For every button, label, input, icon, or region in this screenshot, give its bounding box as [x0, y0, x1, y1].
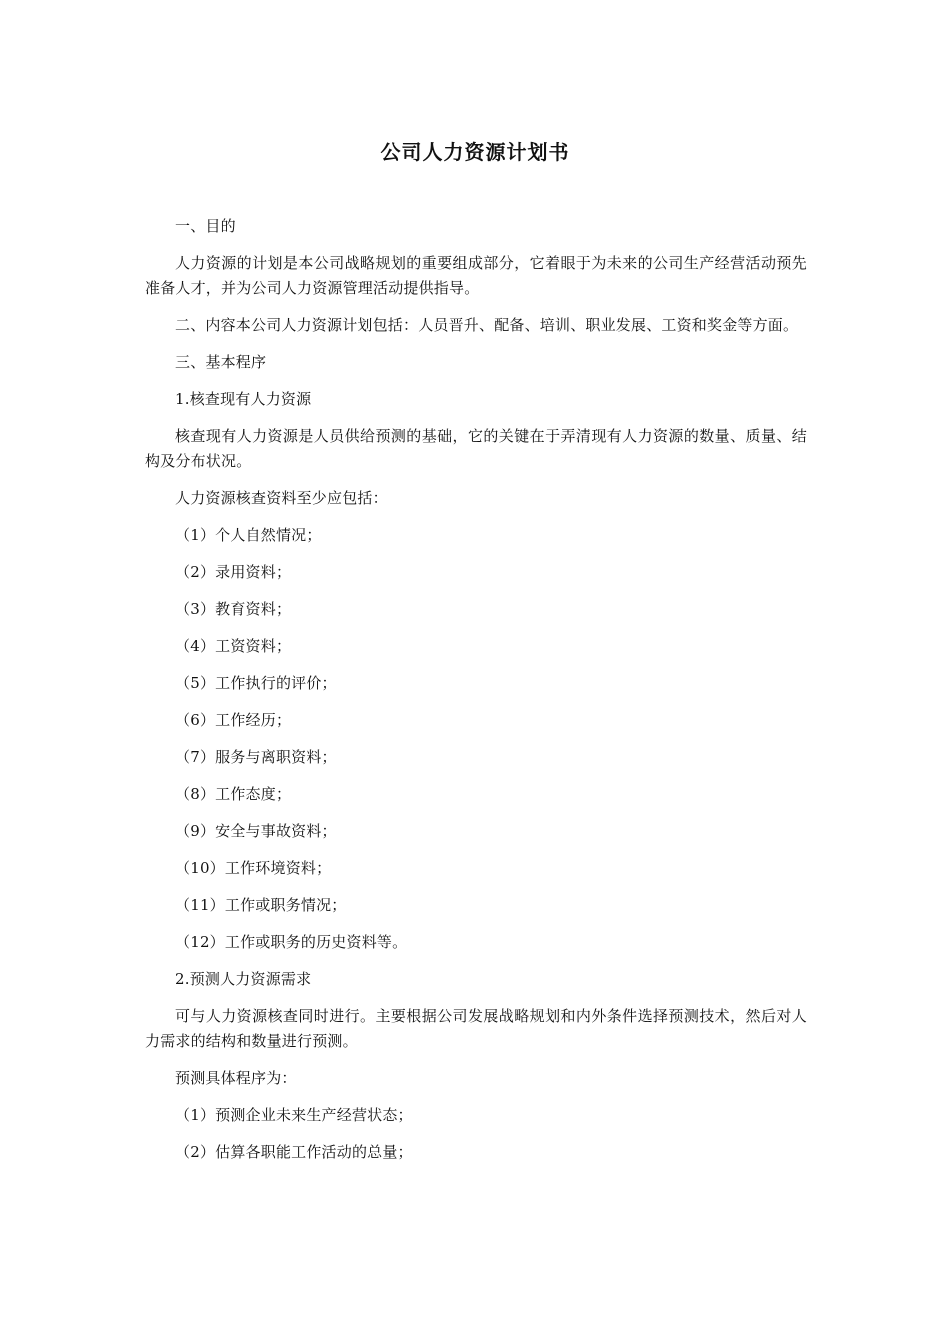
- paragraph-check-resources: 核查现有人力资源是人员供给预测的基础，它的关键在于弄清现有人力资源的数量、质量、结构及分布状况。: [145, 427, 807, 470]
- list-item: （10）工作环境资料；: [175, 859, 332, 877]
- list-item: （9）安全与事故资料；: [175, 822, 337, 840]
- document-title: 公司人力资源计划书: [380, 140, 570, 164]
- list-item: （5）工作执行的评价；: [175, 674, 337, 692]
- section-heading-procedure: 三、基本程序: [175, 353, 267, 371]
- list-item: （11）工作或职务情况；: [175, 896, 347, 914]
- paragraph-forecast-procedure: 预测具体程序为：: [175, 1069, 297, 1087]
- paragraph-forecast-demand: 可与人力资源核查同时进行。主要根据公司发展战略规划和内外条件选择预测技术，然后对人力需求的结构和数量进行预测。: [145, 1007, 807, 1050]
- list-item: （7）服务与离职资料；: [175, 748, 337, 766]
- section-heading-purpose: 一、目的: [175, 217, 236, 235]
- subheading-check-resources: 1.核查现有人力资源: [175, 390, 312, 408]
- paragraph-check-materials: 人力资源核查资料至少应包括：: [175, 489, 388, 507]
- section-heading-content: 二、内容本公司人力资源计划包括：人员晋升、配备、培训、职业发展、工资和奖金等方面。: [175, 316, 799, 334]
- list-item: （2）录用资料；: [175, 563, 292, 581]
- list-item: （2）估算各职能工作活动的总量；: [175, 1143, 413, 1161]
- document-body: [145, 214, 807, 1177]
- list-item: （4）工资资料；: [175, 637, 292, 655]
- list-item: （12）工作或职务的历史资料等。: [175, 933, 408, 951]
- paragraph-purpose: 人力资源的计划是本公司战略规划的重要组成部分，它着眼于为未来的公司生产经营活动预先准备人才，并为公司人力资源管理活动提供指导。: [145, 254, 807, 297]
- list-item: （8）工作态度；: [175, 785, 292, 803]
- list-item: （1）预测企业未来生产经营状态；: [175, 1106, 413, 1124]
- subheading-forecast-demand: 2.预测人力资源需求: [175, 970, 312, 988]
- list-item: （3）教育资料；: [175, 600, 292, 618]
- list-item: （1）个人自然情况；: [175, 526, 322, 544]
- list-item: （6）工作经历；: [175, 711, 292, 729]
